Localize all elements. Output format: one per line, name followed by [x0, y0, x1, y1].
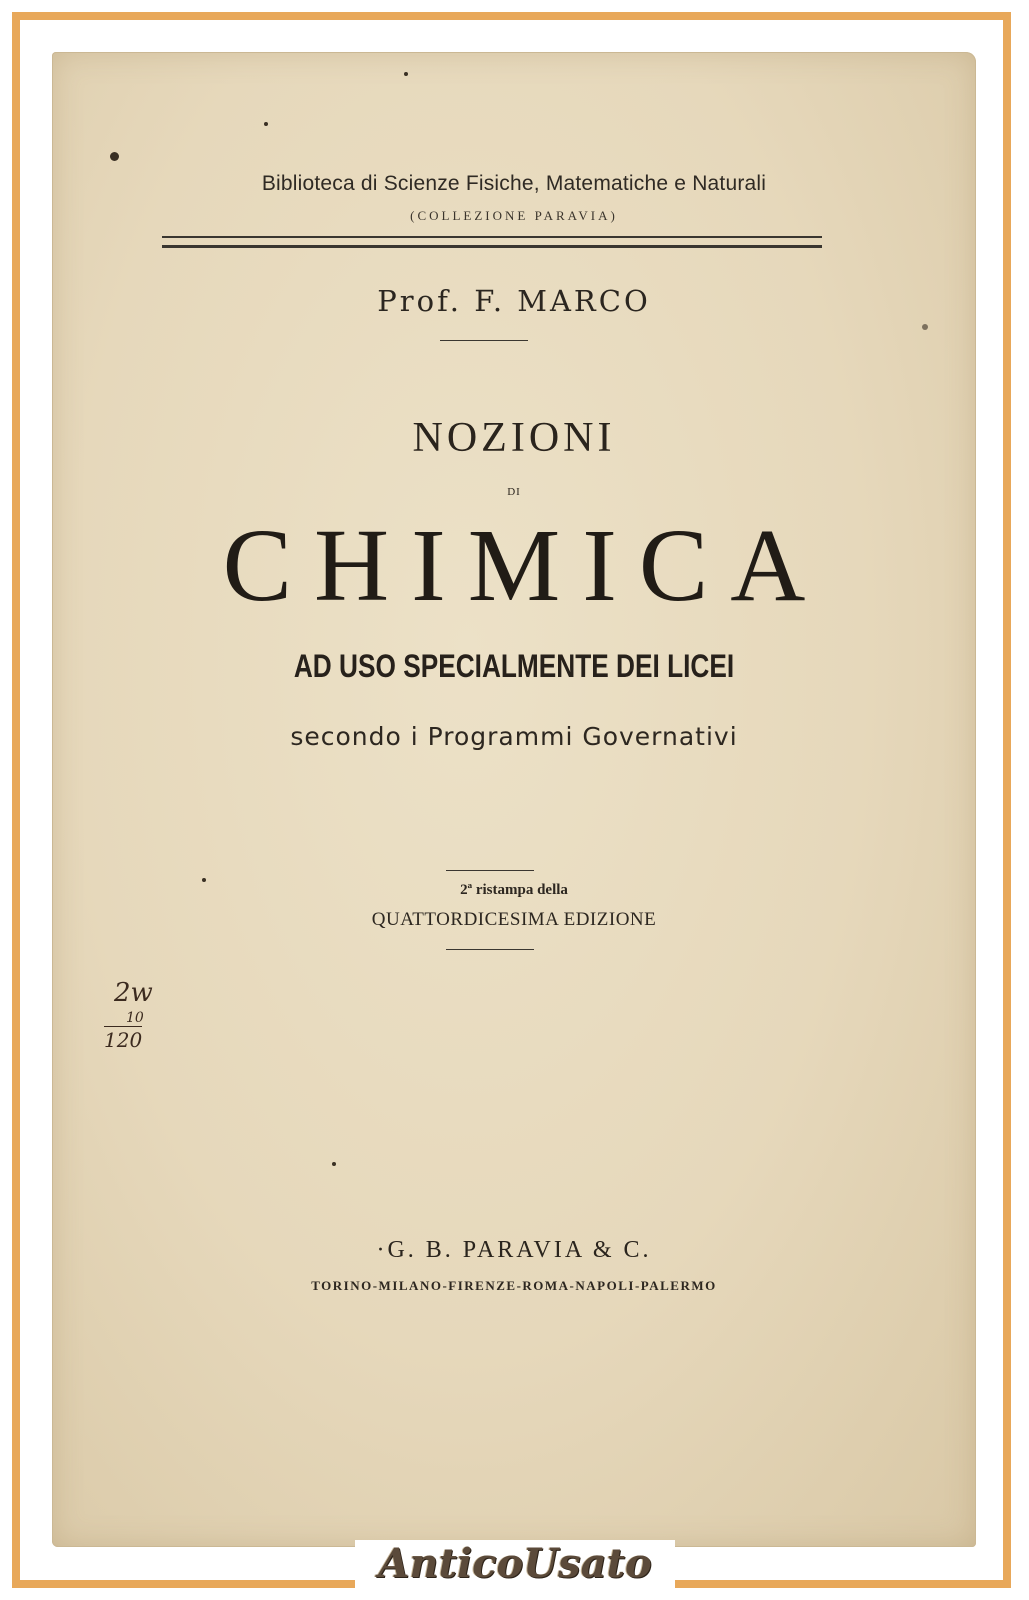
publisher-name: ·G. B. PARAVIA & C. [376, 1237, 652, 1263]
handwritten-line: 10 [126, 1010, 144, 1026]
edition-rule-bottom [446, 949, 534, 950]
edition-name: QUATTORDICESIMA EDIZIONE [371, 909, 657, 930]
ink-spot [332, 1162, 336, 1166]
author-name: Prof. F. MARCO [377, 284, 651, 318]
ink-spot [264, 122, 268, 126]
author-rule [440, 340, 528, 341]
series-title: Biblioteca di Scienze Fisiche, Matematiche e Naturali [261, 172, 767, 195]
edition-rule-top [446, 870, 534, 871]
watermark-logo: AnticoUsato [355, 1540, 675, 1590]
handwritten-line: 2w [114, 978, 153, 1008]
book-cover [52, 52, 976, 1547]
publisher-cities: TORINO-MILANO-FIRENZE-ROMA-NAPOLI-PALERMO [311, 1278, 717, 1293]
edition-reprint: 2ª ristampa della [460, 882, 568, 898]
subtitle-uso: AD USO SPECIALMENTE DEI LICEI [293, 648, 735, 684]
ink-spot [922, 324, 928, 330]
ink-spot [110, 152, 119, 161]
handwritten-line: 120 [104, 1028, 143, 1052]
series-subtitle: (COLLEZIONE PARAVIA) [410, 208, 618, 223]
title-nozioni: NOZIONI [412, 415, 616, 461]
handwritten-note [86, 972, 166, 1062]
title-chimica: CHIMICA [222, 508, 828, 623]
ink-spot [404, 72, 408, 76]
header-double-rule [162, 236, 822, 248]
title-di: DI [507, 486, 521, 498]
subtitle-programmi: secondo i Programmi Governativi [290, 722, 738, 751]
